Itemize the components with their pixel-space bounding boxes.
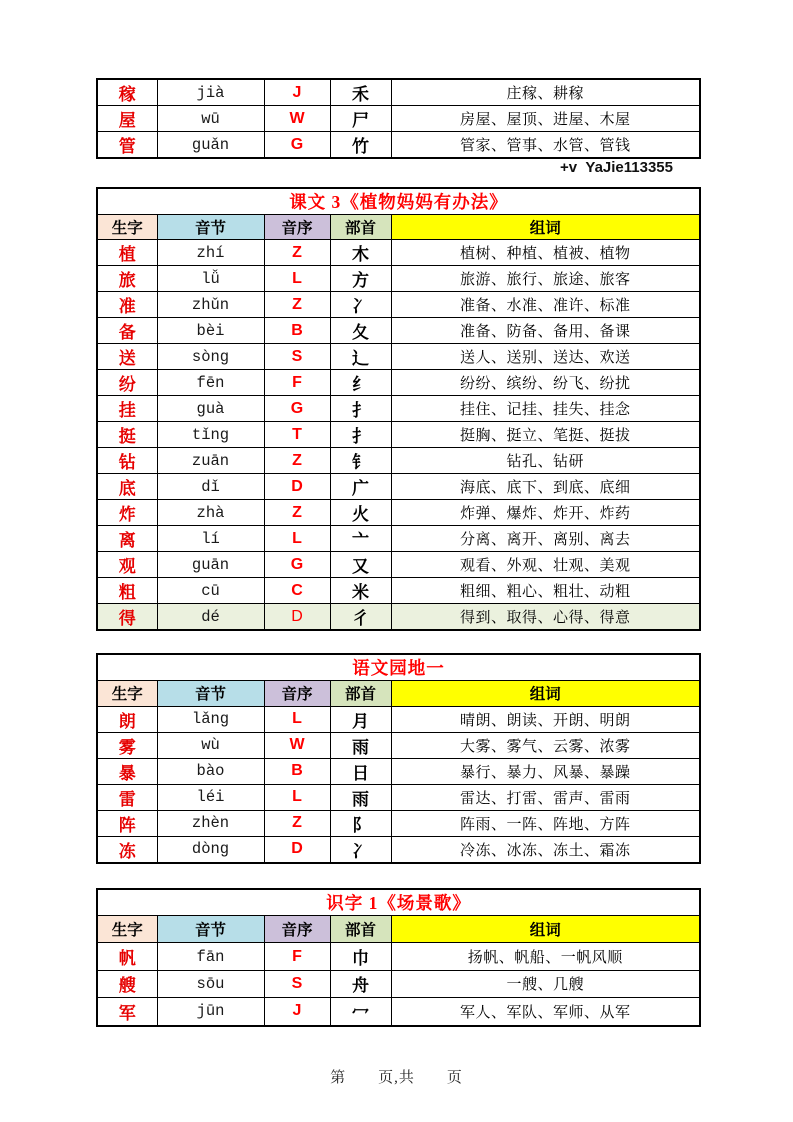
words-cell: 准备、防备、备用、备课 [391, 318, 700, 344]
radical-cell: 雨 [330, 732, 391, 758]
words-cell: 大雾、雾气、云雾、浓雾 [391, 732, 700, 758]
initial-cell: B [264, 758, 330, 784]
radical-cell: 辶 [330, 344, 391, 370]
initial-cell: W [264, 732, 330, 758]
radical-cell: 阝 [330, 810, 391, 836]
initial-cell: L [264, 526, 330, 552]
char-cell: 暴 [97, 758, 157, 784]
words-cell: 一艘、几艘 [391, 970, 700, 997]
pinyin-cell: jià [157, 79, 264, 106]
vocab-row [97, 292, 700, 318]
char-cell: 管 [97, 132, 157, 159]
char-cell: 朗 [97, 706, 157, 732]
initial-cell: J [264, 998, 330, 1026]
radical-cell: 舟 [330, 970, 391, 997]
initial-cell: D [264, 474, 330, 500]
pinyin-cell: wù [157, 732, 264, 758]
vocab-row [97, 836, 700, 863]
column-header-char: 生字 [97, 681, 157, 707]
vocab-row [97, 132, 700, 159]
radical-cell: 禾 [330, 79, 391, 106]
char-cell: 挂 [97, 396, 157, 422]
char-cell: 雷 [97, 784, 157, 810]
column-header-radical: 部首 [330, 681, 391, 707]
radical-cell: 尸 [330, 106, 391, 132]
char-cell: 艘 [97, 970, 157, 997]
vocab-row [97, 370, 700, 396]
pinyin-cell: wū [157, 106, 264, 132]
char-cell: 帆 [97, 943, 157, 970]
column-header-pinyin: 音节 [157, 215, 264, 240]
radical-cell: 又 [330, 552, 391, 578]
pinyin-cell: zhǔn [157, 292, 264, 318]
words-cell: 得到、取得、心得、得意 [391, 604, 700, 631]
vocab-row [97, 552, 700, 578]
char-cell: 纷 [97, 370, 157, 396]
char-cell: 备 [97, 318, 157, 344]
char-cell: 雾 [97, 732, 157, 758]
radical-cell: 亠 [330, 526, 391, 552]
words-cell: 分离、离开、离别、离去 [391, 526, 700, 552]
words-cell: 晴朗、朗读、开朗、明朗 [391, 706, 700, 732]
initial-cell: D [264, 604, 330, 631]
vocab-row [97, 474, 700, 500]
radical-cell: 雨 [330, 784, 391, 810]
words-cell: 送人、送别、送达、欢送 [391, 344, 700, 370]
table-title: 识字 1《场景歌》 [97, 889, 700, 916]
char-cell: 准 [97, 292, 157, 318]
pinyin-cell: fān [157, 943, 264, 970]
radical-cell: 冫 [330, 292, 391, 318]
words-cell: 植树、种植、植被、植物 [391, 240, 700, 266]
words-cell: 庄稼、耕稼 [391, 79, 700, 106]
char-cell: 植 [97, 240, 157, 266]
vocab-row [97, 79, 700, 106]
words-cell: 海底、底下、到底、底细 [391, 474, 700, 500]
char-cell: 屋 [97, 106, 157, 132]
radical-cell: 钅 [330, 448, 391, 474]
radical-cell: 冫 [330, 836, 391, 863]
vocab-row [97, 810, 700, 836]
pinyin-cell: sōu [157, 970, 264, 997]
char-cell: 稼 [97, 79, 157, 106]
table-title: 语文园地一 [97, 654, 700, 681]
vocab-row [97, 943, 700, 970]
char-cell: 粗 [97, 578, 157, 604]
words-cell: 雷达、打雷、雷声、雷雨 [391, 784, 700, 810]
vocab-row [97, 604, 700, 631]
column-header-radical: 部首 [330, 916, 391, 943]
words-cell: 冷冻、冰冻、冻土、霜冻 [391, 836, 700, 863]
words-cell: 挺胸、挺立、笔挺、挺拔 [391, 422, 700, 448]
char-cell: 炸 [97, 500, 157, 526]
column-header-initial: 音序 [264, 916, 330, 943]
initial-cell: B [264, 318, 330, 344]
pinyin-cell: zuān [157, 448, 264, 474]
initial-cell: G [264, 132, 330, 159]
pinyin-cell: guǎn [157, 132, 264, 159]
vocab-row [97, 318, 700, 344]
char-cell: 冻 [97, 836, 157, 863]
column-header-words: 组词 [391, 681, 700, 707]
char-cell: 旅 [97, 266, 157, 292]
pinyin-cell: dòng [157, 836, 264, 863]
vocab-row [97, 526, 700, 552]
radical-cell: 扌 [330, 396, 391, 422]
column-header-radical: 部首 [330, 215, 391, 240]
vocab-row [97, 266, 700, 292]
words-cell: 暴行、暴力、风暴、暴躁 [391, 758, 700, 784]
initial-cell: T [264, 422, 330, 448]
radical-cell: 彳 [330, 604, 391, 631]
column-header-words: 组词 [391, 916, 700, 943]
initial-cell: G [264, 396, 330, 422]
radical-cell: 扌 [330, 422, 391, 448]
initial-cell: Z [264, 448, 330, 474]
vocab-row [97, 784, 700, 810]
words-cell: 扬帆、帆船、一帆风顺 [391, 943, 700, 970]
initial-cell: Z [264, 810, 330, 836]
char-cell: 钻 [97, 448, 157, 474]
char-cell: 离 [97, 526, 157, 552]
vocab-row [97, 106, 700, 132]
vocab-row [97, 970, 700, 997]
pinyin-cell: bèi [157, 318, 264, 344]
vocab-table-garden-1 [96, 653, 701, 864]
char-cell: 挺 [97, 422, 157, 448]
initial-cell: L [264, 266, 330, 292]
vocab-row [97, 758, 700, 784]
radical-cell: 广 [330, 474, 391, 500]
pinyin-cell: tǐng [157, 422, 264, 448]
words-cell: 粗细、粗心、粗壮、动粗 [391, 578, 700, 604]
initial-cell: C [264, 578, 330, 604]
radical-cell: 巾 [330, 943, 391, 970]
words-cell: 军人、军队、军师、从军 [391, 998, 700, 1026]
pinyin-cell: jūn [157, 998, 264, 1026]
radical-cell: 月 [330, 706, 391, 732]
column-header-initial: 音序 [264, 215, 330, 240]
pinyin-cell: zhà [157, 500, 264, 526]
radical-cell: 日 [330, 758, 391, 784]
pinyin-cell: sòng [157, 344, 264, 370]
pinyin-cell: guà [157, 396, 264, 422]
column-header-pinyin: 音节 [157, 916, 264, 943]
pinyin-cell: guān [157, 552, 264, 578]
radical-cell: 米 [330, 578, 391, 604]
watermark-contact: +v YaJie113355 [559, 159, 673, 176]
words-cell: 房屋、屋顶、进屋、木屋 [391, 106, 700, 132]
vocab-row [97, 732, 700, 758]
char-cell: 军 [97, 998, 157, 1026]
column-header-char: 生字 [97, 215, 157, 240]
words-cell: 阵雨、一阵、阵地、方阵 [391, 810, 700, 836]
radical-cell: 方 [330, 266, 391, 292]
pinyin-cell: zhí [157, 240, 264, 266]
radical-cell: 火 [330, 500, 391, 526]
words-cell: 管家、管事、水管、管钱 [391, 132, 700, 159]
initial-cell: J [264, 79, 330, 106]
column-header-pinyin: 音节 [157, 681, 264, 707]
initial-cell: L [264, 706, 330, 732]
radical-cell: 木 [330, 240, 391, 266]
words-cell: 钻孔、钻研 [391, 448, 700, 474]
column-header-words: 组词 [391, 215, 700, 240]
words-cell: 准备、水准、准许、标准 [391, 292, 700, 318]
words-cell: 旅游、旅行、旅途、旅客 [391, 266, 700, 292]
words-cell: 纷纷、缤纷、纷飞、纷扰 [391, 370, 700, 396]
initial-cell: L [264, 784, 330, 810]
pinyin-cell: lǎng [157, 706, 264, 732]
initial-cell: F [264, 370, 330, 396]
vocab-table-continuation [96, 78, 701, 159]
vocab-row [97, 500, 700, 526]
column-header-initial: 音序 [264, 681, 330, 707]
vocab-row [97, 448, 700, 474]
radical-cell: 竹 [330, 132, 391, 159]
vocab-table-shizi-1 [96, 888, 701, 1027]
vocab-row [97, 998, 700, 1026]
vocab-table-lesson-3 [96, 187, 701, 631]
initial-cell: F [264, 943, 330, 970]
vocab-row [97, 396, 700, 422]
vocab-row [97, 240, 700, 266]
char-cell: 观 [97, 552, 157, 578]
initial-cell: W [264, 106, 330, 132]
radical-cell: 夂 [330, 318, 391, 344]
pinyin-cell: dé [157, 604, 264, 631]
vocab-row [97, 422, 700, 448]
initial-cell: S [264, 970, 330, 997]
pinyin-cell: léi [157, 784, 264, 810]
char-cell: 底 [97, 474, 157, 500]
pinyin-cell: bào [157, 758, 264, 784]
vocab-row [97, 706, 700, 732]
pinyin-cell: cū [157, 578, 264, 604]
initial-cell: Z [264, 292, 330, 318]
column-header-char: 生字 [97, 916, 157, 943]
words-cell: 挂住、记挂、挂失、挂念 [391, 396, 700, 422]
radical-cell: 纟 [330, 370, 391, 396]
pinyin-cell: lǚ [157, 266, 264, 292]
char-cell: 阵 [97, 810, 157, 836]
initial-cell: S [264, 344, 330, 370]
char-cell: 送 [97, 344, 157, 370]
table-title: 课文 3《植物妈妈有办法》 [97, 188, 700, 215]
vocab-row [97, 344, 700, 370]
char-cell: 得 [97, 604, 157, 631]
pinyin-cell: dǐ [157, 474, 264, 500]
initial-cell: Z [264, 500, 330, 526]
pinyin-cell: fēn [157, 370, 264, 396]
initial-cell: D [264, 836, 330, 863]
words-cell: 炸弹、爆炸、炸开、炸药 [391, 500, 700, 526]
initial-cell: G [264, 552, 330, 578]
page-footer: 第 页,共 页 [330, 1070, 463, 1086]
words-cell: 观看、外观、壮观、美观 [391, 552, 700, 578]
pinyin-cell: zhèn [157, 810, 264, 836]
pinyin-cell: lí [157, 526, 264, 552]
vocab-row [97, 578, 700, 604]
radical-cell: 冖 [330, 998, 391, 1026]
initial-cell: Z [264, 240, 330, 266]
